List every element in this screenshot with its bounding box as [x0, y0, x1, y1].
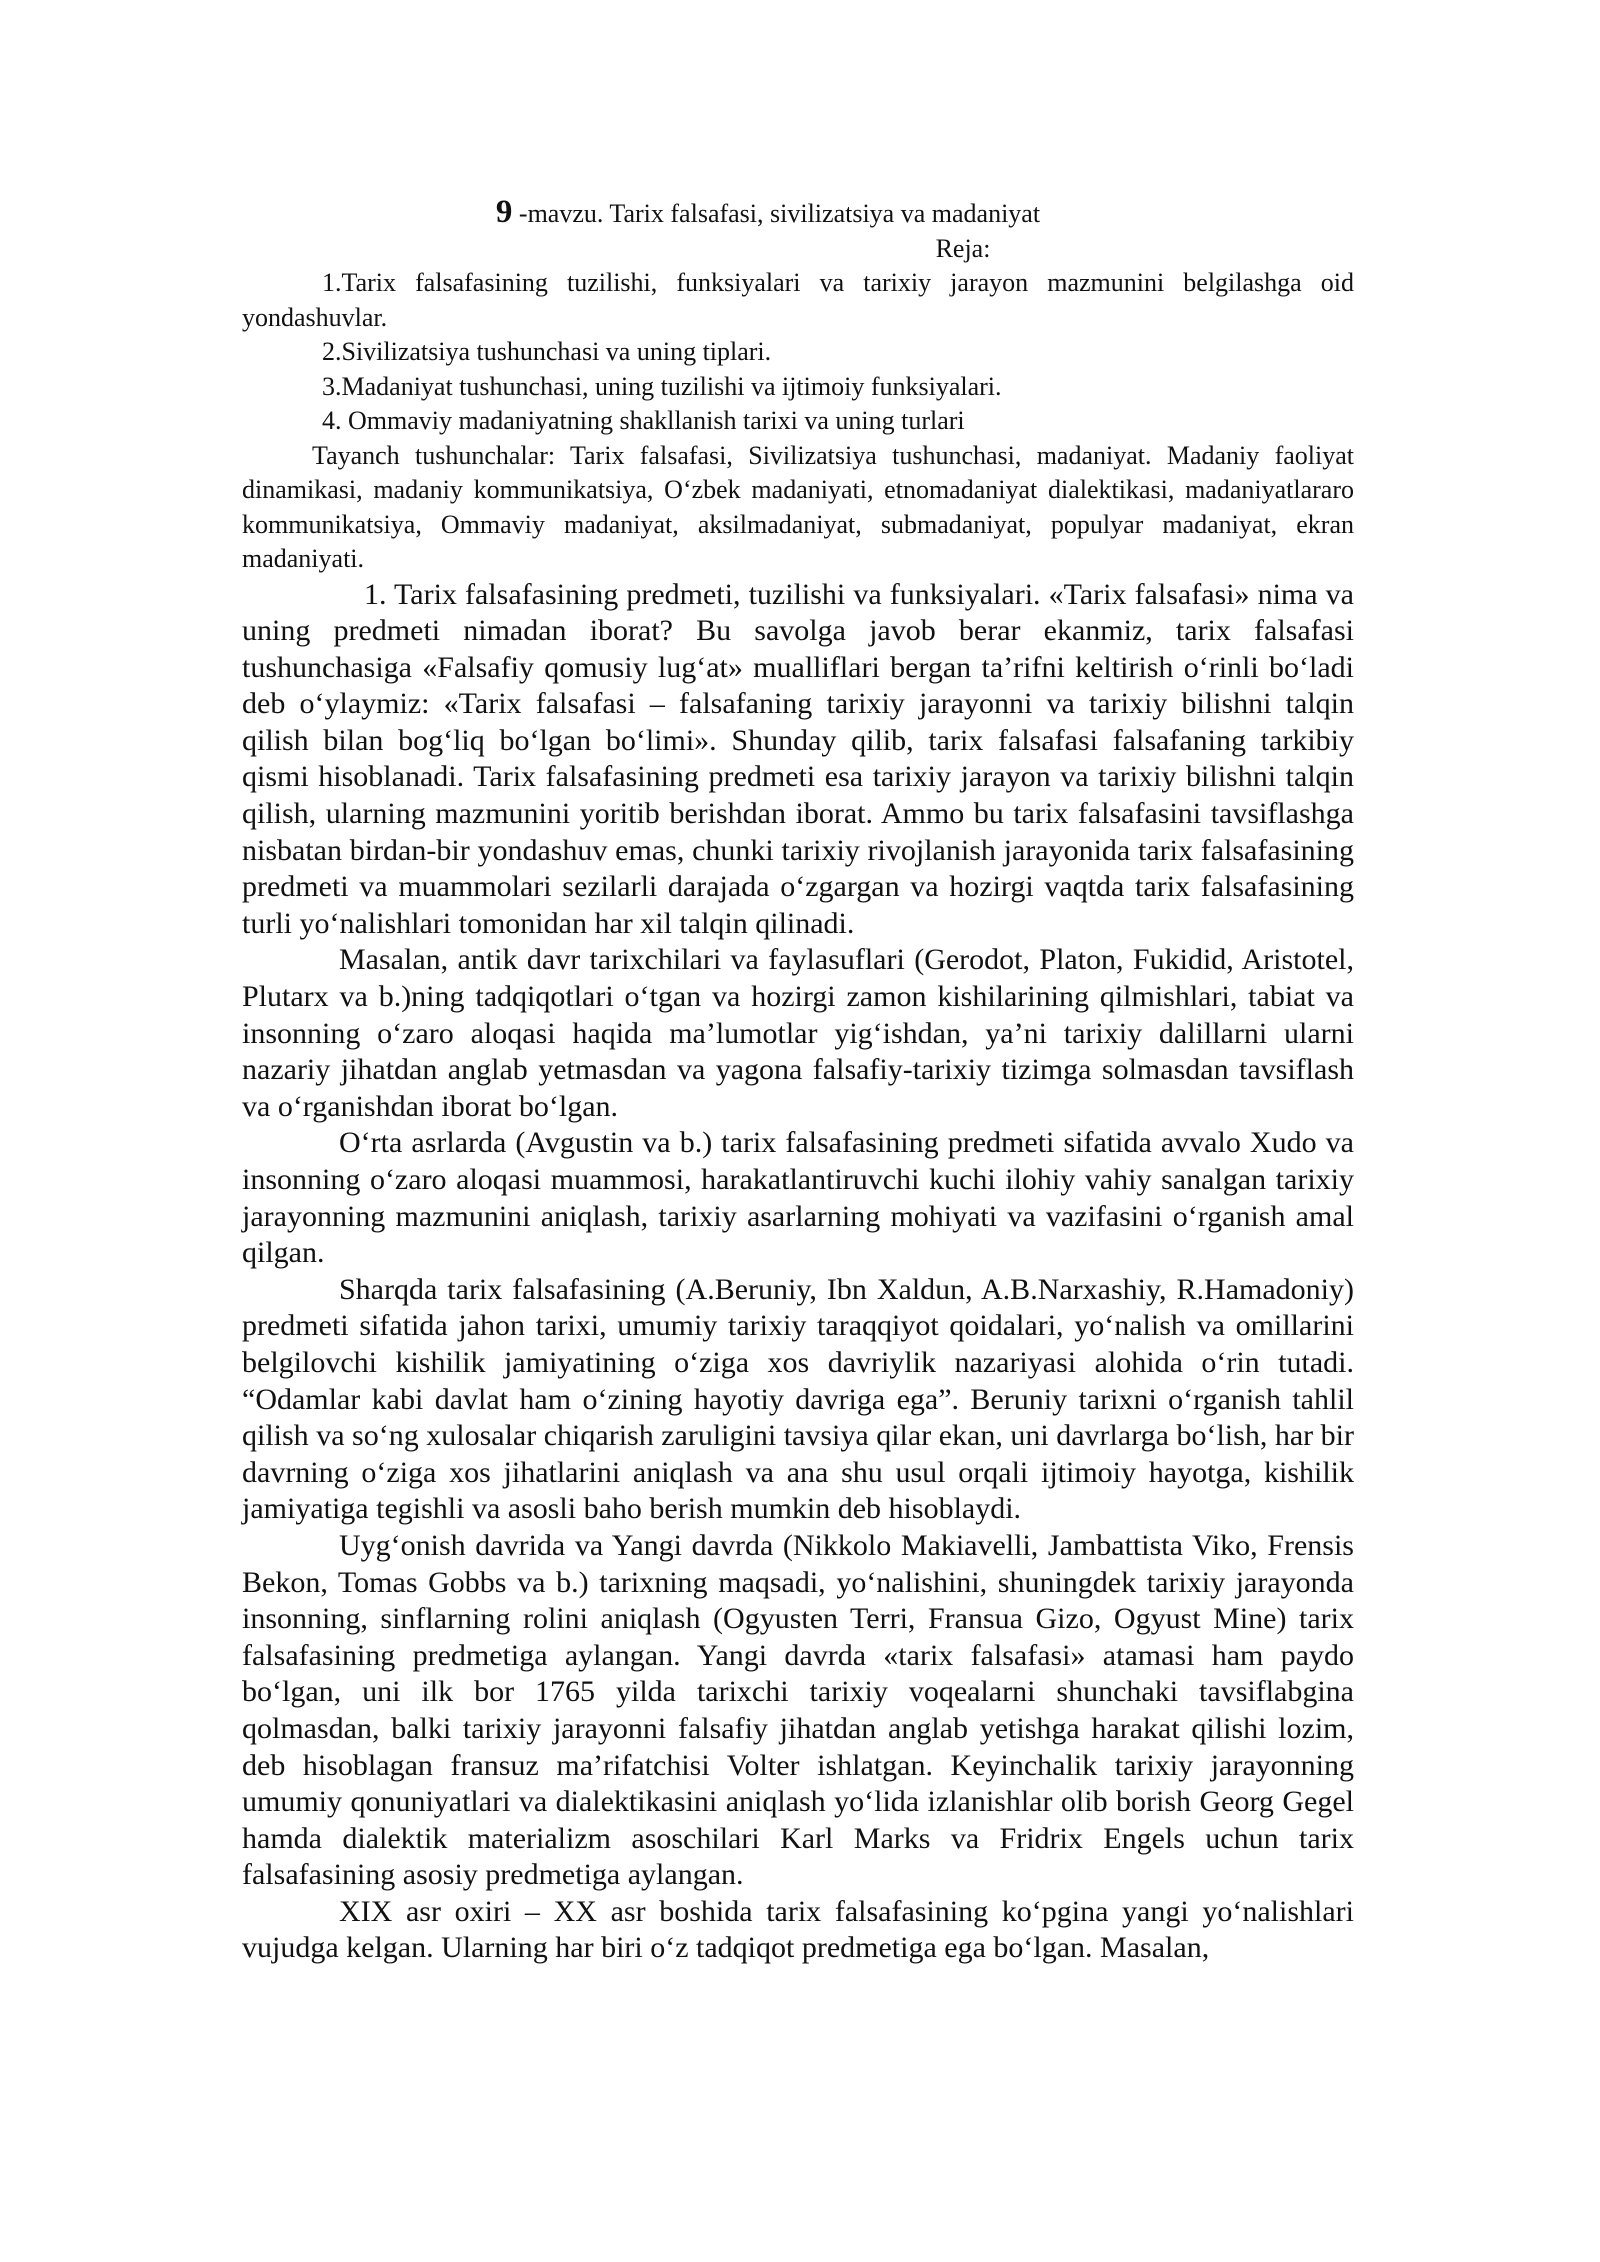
topic-title: -mavzu. Tarix falsafasi, sivilizatsiya va madaniyat	[512, 199, 1041, 228]
plan-item: 2.Sivilizatsiya tushunchasi va uning tiplari.	[322, 337, 772, 366]
plan-item: 1.Tarix falsafasining tuzilishi, funksiyalari va tarixiy jarayon mazmunini belgilashga oid yondashuvlar.	[242, 268, 1354, 332]
body-paragraph: Masalan, antik davr tarixchilari va faylasuflari (Gerodot, Platon, Fukidid, Aristotel, Plutarx va b.)ning tadqiqotlari o‘tgan va hozirgi zamon kishilarining qilmishlari, tabiat va insonning o‘zaro aloqasi haqida ma’lumotlar yig‘ishdan, ya’ni tarixiy dalillarni ularni nazariy jihatdan anglab yetmasdan va yagona falsafiy-tarixiy tizimga solmasdan tavsiflash va o‘rganishdan iborat bo‘lgan.	[242, 943, 1354, 1123]
key-concepts: Tayanch tushunchalar: Tarix falsafasi, Sivilizatsiya tushunchasi, madaniyat. Madaniy faoliyat dinamikasi, madaniy kommunikatsiya, O‘zbek madaniyati, etnomadaniyat dialektikasi, madaniyatlararo kommunikatsiya, Ommaviy madaniyat, aksilmadaniyat, submadaniyat, populyar madaniyat, ekran madaniyati.	[242, 440, 1354, 573]
page-title	[242, 195, 1354, 231]
body-paragraph: O‘rta asrlarda (Avgustin va b.) tarix falsafasining predmeti sifatida avvalo Xudo va insonning o‘zaro aloqasi muammosi, harakatlantiruvchi kuchi ilohiy vahiy sanalgan tarixiy jarayonning mazmunini aniqlash, tarixiy asarlarning mohiyati va vazifasini o‘rganish amal qilgan.	[242, 1126, 1354, 1270]
body-paragraph: 1. Tarix falsafasining predmeti, tuzilishi va funksiyalari. «Tarix falsafasi» nima va uning predmeti nimadan iborat? Bu savolga javob berar ekanmiz, tarix falsafasi tushunchasiga «Falsafiy qomusiy lug‘at» mualliflari bergan ta’rifni keltirish o‘rinli bo‘ladi deb o‘ylaymiz: «Tarix falsafasi – falsafaning tarixiy jarayonni va tarixiy bilishni talqin qilish bilan bog‘liq bo‘lgan bo‘limi». Shunday qilib, tarix falsafasi falsafaning tarkibiy qismi hisoblanadi. Tarix falsafasining predmeti esa tarixiy jarayon va tarixiy bilishni talqin qilish, ularning mazmunini yoritib berishdan iborat. Ammo bu tarix falsafasini tavsiflashga nisbatan birdan-bir yondashuv emas, chunki tarixiy rivojlanish jarayonida tarix falsafasining predmeti va muammolari sezilarli darajada o‘zgargan va hozirgi vaqtda tarix falsafasining turli yo‘nalishlari tomonidan har xil talqin qilinadi.	[242, 577, 1354, 940]
plan-item: 3.Madaniyat tushunchasi, uning tuzilishi va ijtimoiy funksiyalari.	[322, 371, 1002, 401]
body-paragraph: XIX asr oxiri – XX asr boshida tarix falsafasining ko‘pgina yangi yo‘nalishlari vujudga kelgan. Ularning har biri o‘z tadqiqot predmetiga ega bo‘lgan. Masalan,	[242, 1894, 1354, 1965]
body-paragraph: Sharqda tarix falsafasining (A.Beruniy, Ibn Xaldun, A.B.Narxashiy, R.Hamadoniy) predmeti sifatida jahon tarixi, umumiy tarixiy taraqqiyot qoidalari, yo‘nalish va omillarini belgilovchi kishilik jamiyatining o‘ziga xos davriylik nazariyasi alohida o‘rin tutadi. “Odamlar kabi davlat ham o‘zining hayotiy davriga ega”. Beruniy tarixni o‘rganish tahlil qilish va so‘ng xulosalar chiqarish zaruligini tavsiya qilar ekan, uni davrlarga bo‘lish, har bir davrning o‘ziga xos jihatlarini aniqlash va ana shu usul orqali ijtimoiy hayotga, kishilik jamiyatiga tegishli va asosli baho berish mumkin deb hisoblaydi.	[242, 1272, 1354, 1526]
body-paragraph: Uyg‘onish davrida va Yangi davrda (Nikkolo Makiavelli, Jambattista Viko, Frensis Bekon, Tomas Gobbs va b.) tarixning maqsadi, yo‘nalishini, shuningdek tarixiy jarayonda insonning, sinflarning rolini aniqlash (Ogyusten Terri, Fransua Gizo, Ogyust Mine) tarix falsafasining predmetiga aylangan. Yangi davrda «tarix falsafasi» atamasi ham paydo bo‘lgan, uni ilk bor 1765 yilda tarixchi tarixiy voqealarni shunchaki tavsiflabgina qolmasdan, balki tarixiy jarayonni falsafiy jihatdan anglab yetishga harakat qilishi lozim, deb hisoblagan fransuz ma’rifatchisi Volter ishlatgan. Keyinchalik tarixiy jarayonning umumiy qonuniyatlari va dialektikasini aniqlash yo‘lida izlanishlar olib borish Georg Gegel hamda dialektik materializm asoschilari Karl Marks va Fridrix Engels uchun tarix falsafasining asosiy predmetiga aylangan.	[242, 1528, 1354, 1892]
plan-item: 4. Ommaviy madaniyatning shakllanish tarixi va uning turlari	[322, 406, 965, 435]
document-page	[242, 195, 1354, 1967]
topic-number: 9	[495, 194, 513, 230]
plan-heading: Reja:	[935, 234, 991, 263]
